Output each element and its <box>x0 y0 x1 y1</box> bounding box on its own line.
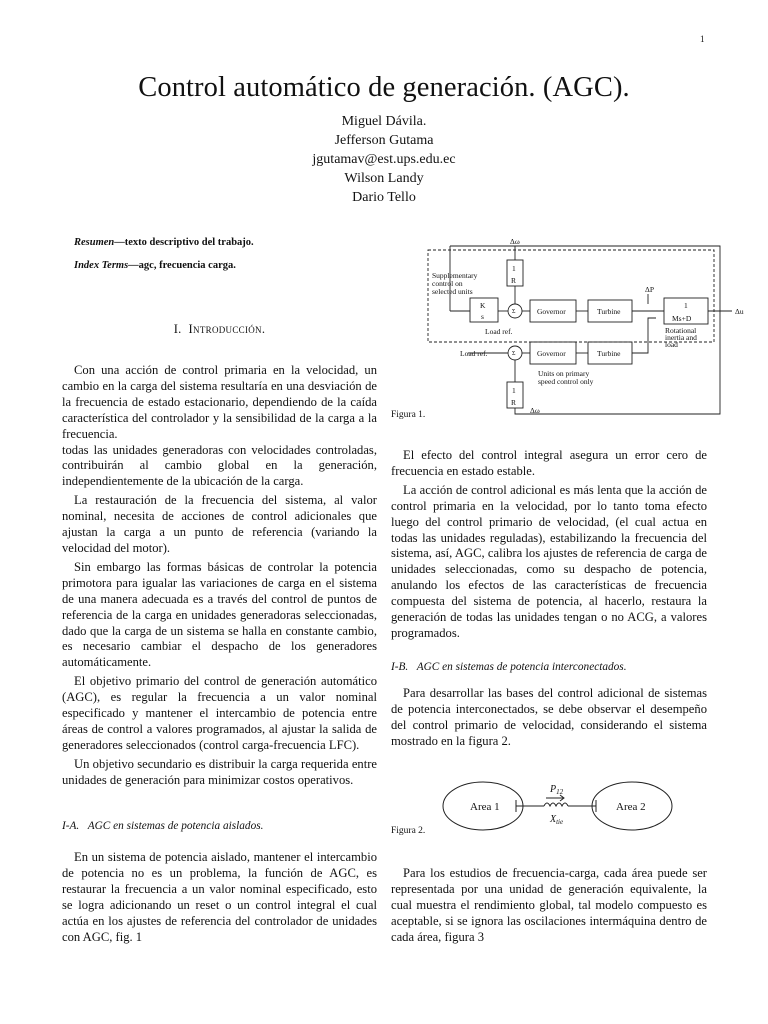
tie-line-inductor <box>544 803 568 806</box>
rot-label-2: inertia and <box>665 333 697 342</box>
paragraph: En un sistema de potencia aislado, mantener el intercambio de potencia no es un problema, la función de AGC, es restaurar la frecuencia a un valor nominal especificado, esto se logra adicionando un reset o un control integral el cual actúa en los ajustes de referencia del controlador de unidades con AGC, fig. 1 <box>62 850 377 944</box>
subsection-label: I-B. <box>391 661 409 673</box>
subsection-label: I-A. <box>62 820 80 832</box>
paragraph: Con una acción de control primaria en la velocidad, un cambio en la carga del sistema resultaría en una desviación de la frecuencia de estado estacionario, dependiendo de la caída característica del controlador y la sensibilidad de la carga a la frecuencia. <box>62 363 377 441</box>
subsection-b-body <box>391 686 707 750</box>
inertia-one: 1 <box>684 301 688 310</box>
p12-label: $P_{12}$ <box>550 784 564 796</box>
figure-1-block-diagram <box>420 236 750 416</box>
paragraph: Un objetivo secundario es distribuir la carga requerida entre unidades de generación para minimizar costos operativos. <box>62 756 377 787</box>
svg-text:Σ: Σ <box>512 309 516 315</box>
rot-label-3: load <box>665 340 678 349</box>
index-terms-text: —agc, frecuencia carga. <box>128 260 236 271</box>
units-label-2: speed control only <box>538 377 594 386</box>
paragraph: Para desarrollar las bases del control adicional de sistemas de potencia interconectados, se debe observar el desempeño del control primario de velocidad, considerando el sistema mostrado en la figura 2. <box>391 686 707 748</box>
author-1: Miguel Dávila. <box>341 114 427 129</box>
paper-title: Control automático de generación. (AGC). <box>138 72 630 103</box>
right-final-body <box>391 866 707 946</box>
resumen-text: —texto descriptivo del trabajo. <box>114 237 254 248</box>
delta-omega-bottom: Δω <box>530 406 540 415</box>
svg-text:Σ: Σ <box>512 351 516 357</box>
paragraph: Para los estudios de frecuencia-carga, cada área puede ser representada por una unidad de generación equivalente, la cual muestra el rendimiento global, tal modelo compuesto es aceptable, si se ignora las oscilaciones intermáquina dentro de cada área, figura 3 <box>391 866 707 944</box>
subsection-title: AGC en sistemas de potencia interconectados. <box>416 661 627 673</box>
turbine-label-bottom: Turbine <box>597 349 621 358</box>
subsection-heading-a <box>62 820 377 832</box>
governor-label-top: Governor <box>537 307 566 316</box>
bottom-r: R <box>511 398 517 407</box>
supp-label-1: Supplementary <box>432 271 478 280</box>
page-number: 1 <box>700 34 705 44</box>
paragraph: todas las unidades generadoras con velocidades controladas, contribuirán al cambio global en la generación, independientemente de la ubicación de la carga. <box>62 442 377 489</box>
top-r: R <box>511 276 517 285</box>
governor-label-bottom: Governor <box>537 349 566 358</box>
section-title: Introducción. <box>188 322 266 336</box>
xtie-label: $X_{tie}$ <box>550 814 564 826</box>
paragraph: La acción de control adicional es más lenta que la acción de control primaria en la velocidad, por lo tanto toma efecto luego del control primario de velocidad, (el cual actua en todas las unidades reguladas), estabilizando la frecuencia del sistema, así, AGC, calibra los ajustes de referencia de carga de unidades seleccionadas, como su despacho de potencia, anulando los efectos de las características de frecuencia compuesta del sistema de potencia, al hacerlo, restaura la generación de todas las unidades tengan o no ACG, a valores programados. <box>391 482 707 640</box>
resumen <box>62 236 377 250</box>
top-one: 1 <box>512 264 516 273</box>
turbine-label-top: Turbine <box>597 307 621 316</box>
paragraph: La restauración de la frecuencia del sistema, al valor nominal, necesita de acciones de control adicionales que ajustan la carga a un punto de referencia (variando la velocidad del motor). <box>62 493 377 555</box>
load-ref-label-top: Load ref. <box>485 327 513 336</box>
inertia-ms-d: Ms+D <box>672 314 692 323</box>
section-number: I. <box>173 322 182 336</box>
figure-2-diagram <box>436 776 686 840</box>
rot-label-1: Rotational <box>665 326 697 335</box>
bottom-one: 1 <box>512 386 516 395</box>
paragraph: Sin embargo las formas básicas de controlar la potencia primotora para igualar las variaciones de carga en el sistema de una manera adecuada es a través del control de puntos de referencia de la carga en unidades generadoras seleccionadas, dado que la carga de un sistema se halla en constante cambio, es necesario cambiar el despacho de los generadores automáticamente. <box>62 559 377 670</box>
author-4: Dario Tello <box>352 190 416 205</box>
paragraph: El efecto del control integral asegura un error cero de frecuencia en estado estable. <box>391 448 707 478</box>
intro-body <box>62 363 377 789</box>
subsection-heading-b <box>391 661 707 673</box>
area-1-label: Area 1 <box>470 801 500 813</box>
author-3: Wilson Landy <box>344 171 424 186</box>
index-terms-label: Index Terms <box>74 260 129 271</box>
delta-omega-label: Δω <box>510 237 520 246</box>
abstract <box>62 236 377 273</box>
load-ref-label-bottom: Load ref. <box>460 349 488 358</box>
subsection-title: AGC en sistemas de potencia aislados. <box>87 820 264 832</box>
author-block <box>0 112 768 207</box>
index-terms <box>62 259 377 273</box>
ki-label: K <box>480 301 486 310</box>
resumen-label: Resumen <box>74 237 115 248</box>
area-2-label: Area 2 <box>616 801 646 813</box>
units-label-1: Units on primary <box>538 369 590 378</box>
supp-label-2: control on <box>432 279 463 288</box>
figure-1-caption: Figura 1. <box>391 410 426 420</box>
paragraph: El objetivo primario del control de generación automático (AGC), es regular la frecuencia a un valor nominal especificado y mantener el intercambio de potencia entre áreas de control a valores programados, al ajustar la salida de generadores seleccionados (control carga-frecuencia LFC). <box>62 674 377 752</box>
s-label: s <box>481 312 484 321</box>
section-heading-1 <box>62 322 377 337</box>
right-body-1 <box>391 448 707 642</box>
supp-label-3: selected units <box>432 287 473 296</box>
author-email: jgutamav@est.ups.edu.ec <box>312 152 456 167</box>
delta-pl-label: ΔP <box>645 285 654 294</box>
delta-u-label: Δu <box>735 307 744 316</box>
author-2: Jefferson Gutama <box>334 133 434 148</box>
subsection-a-body <box>62 850 377 945</box>
figure-2-caption: Figura 2. <box>391 826 426 836</box>
